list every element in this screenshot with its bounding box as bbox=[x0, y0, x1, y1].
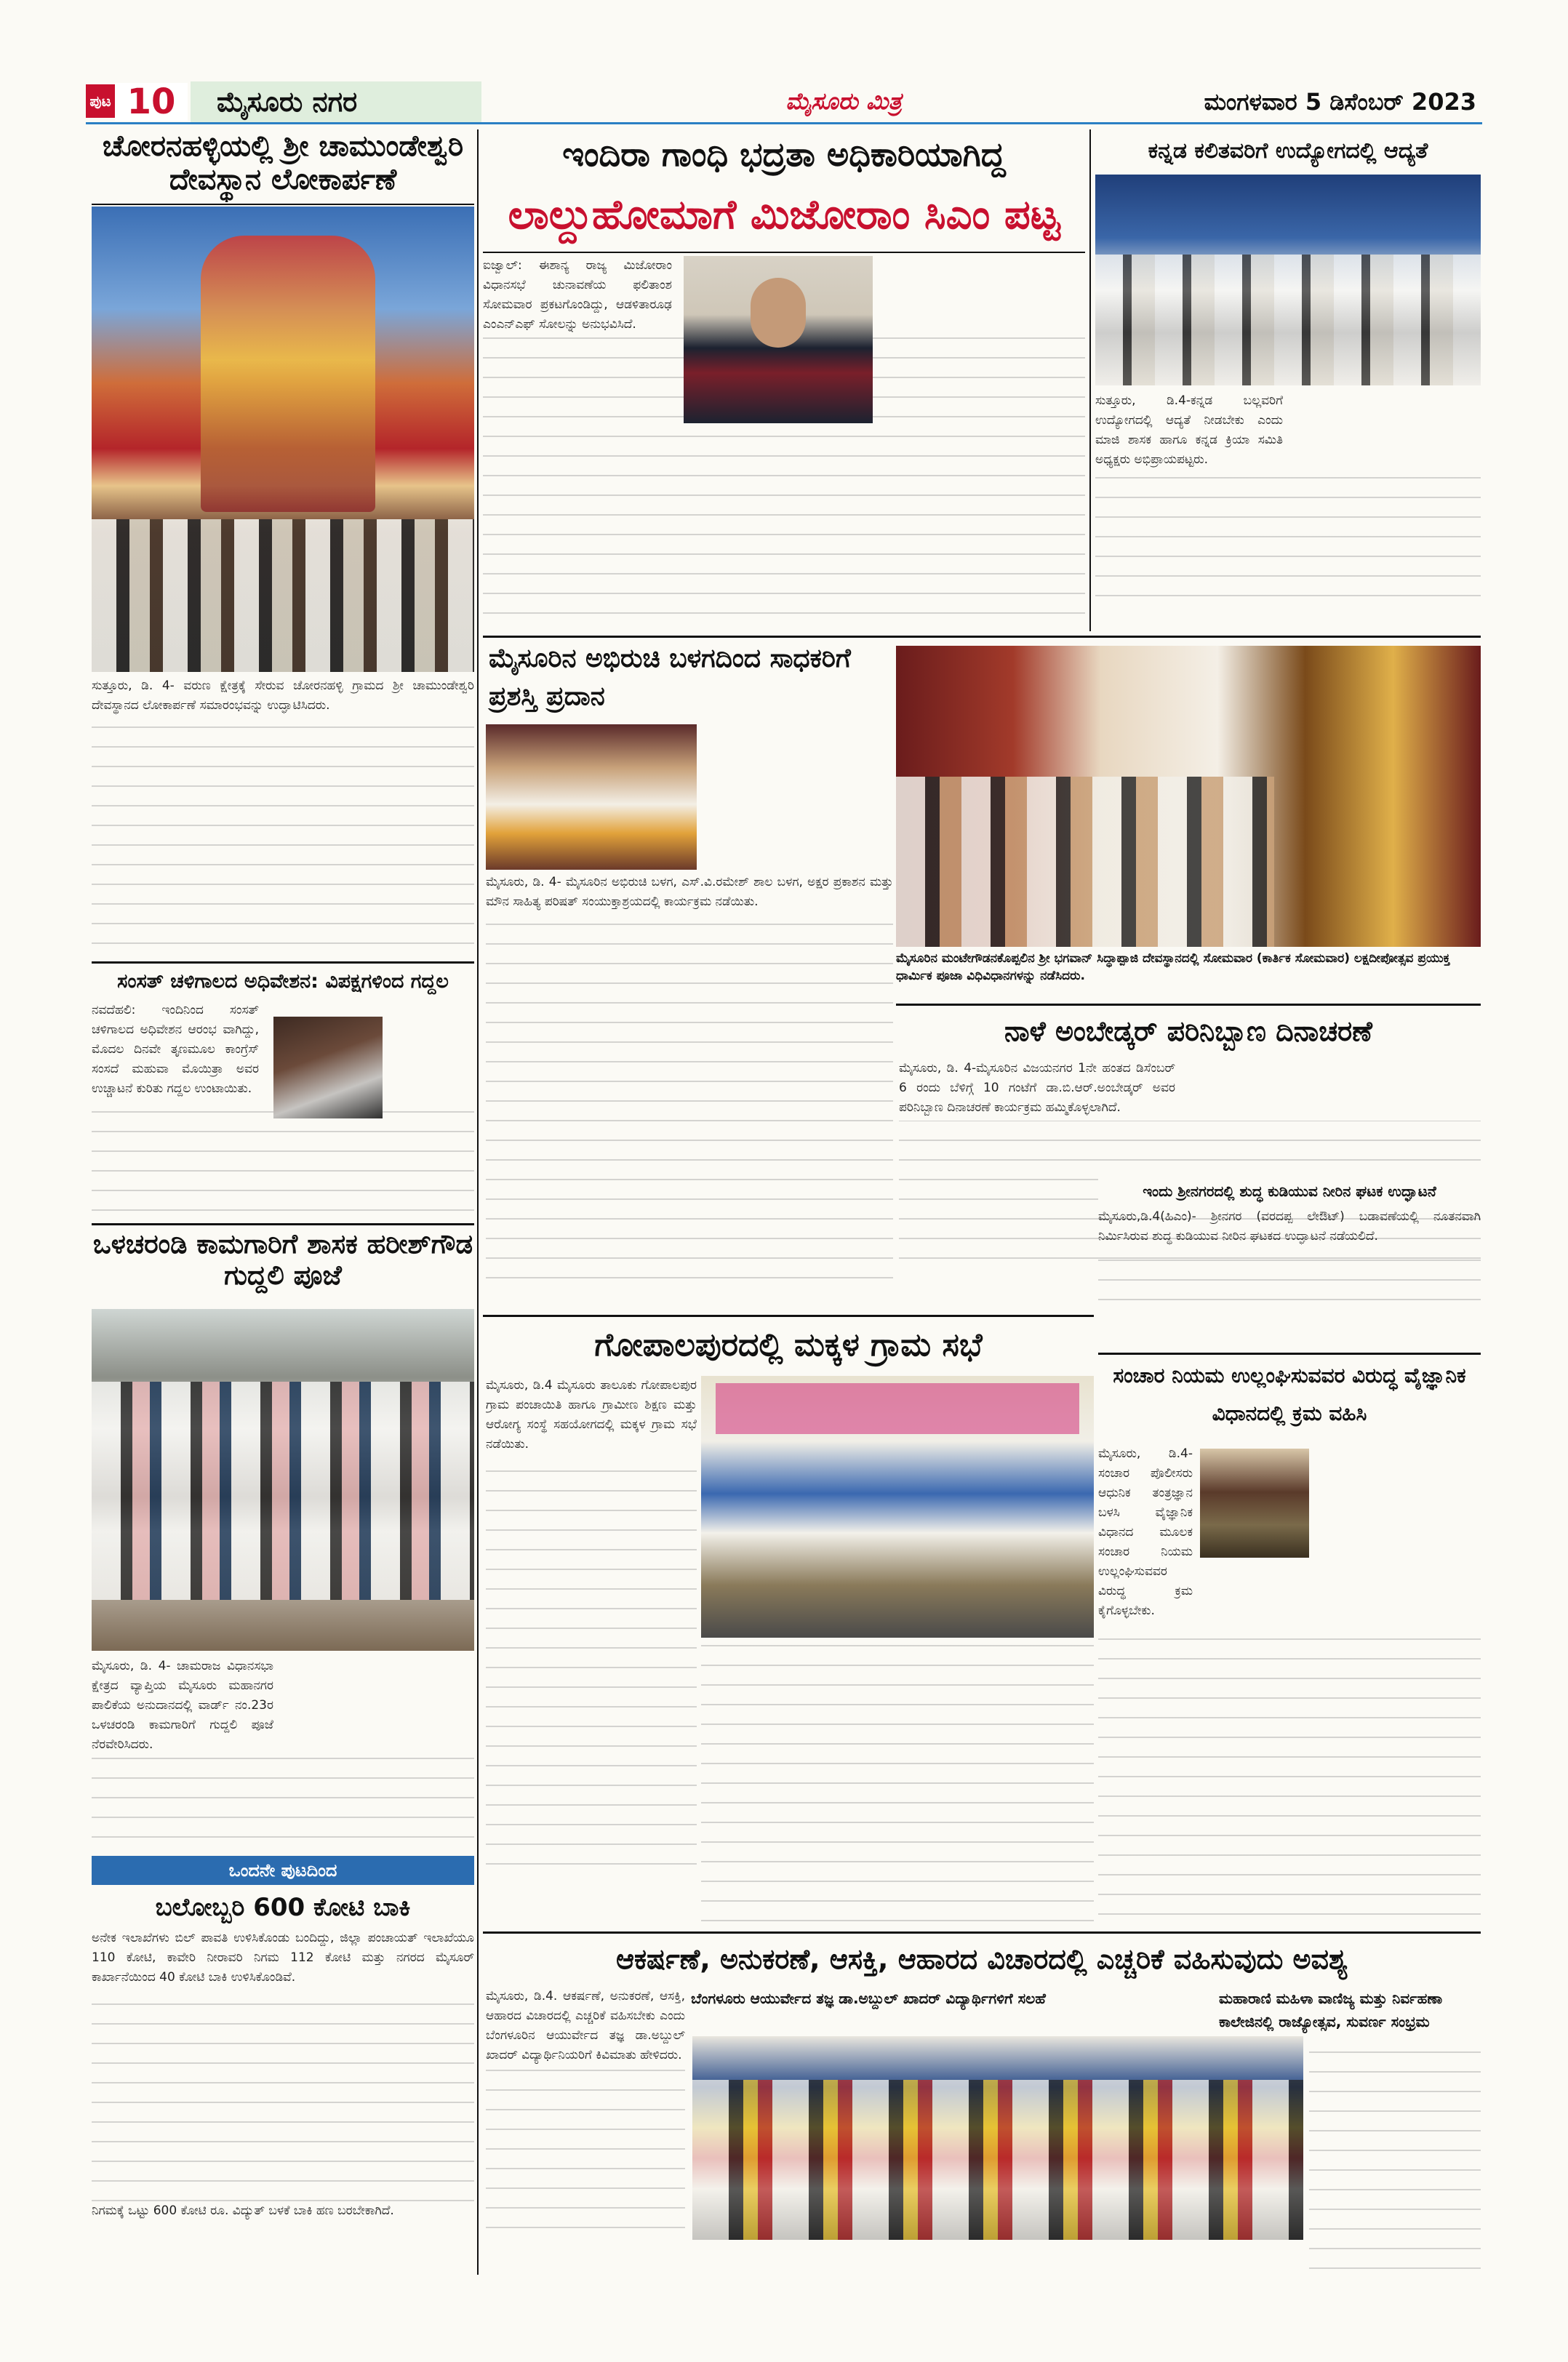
temple-body bbox=[92, 676, 474, 960]
award-headline: ಮೈಸೂರಿನ ಅಭಿರುಚಿ ಬಳಗದಿಂದ ಸಾಧಕರಿಗೆ ಪ್ರಶಸ್ತಿ ಪ್ರದಾನ bbox=[489, 644, 851, 711]
crowd bbox=[92, 519, 474, 672]
text-block bbox=[486, 915, 893, 1278]
column-rule bbox=[477, 129, 479, 2275]
underground-body bbox=[92, 1657, 474, 1853]
text-block bbox=[1309, 2036, 1481, 2269]
electricity-body-lead: ಅನೇಕ ಇಲಾಖೆಗಳು ಬಿಲ್ ಪಾವತಿ ಉಳಿಸಿಕೊಂಡು ಬಂದಿದ್ದು, ಜಿಲ್ಲಾ ಪಂಚಾಯತ್ ಇಲಾಖೆಯೂ 110 ಕೋಟಿ, ಕಾವೇರಿ ನೀರಾವರಿ ನಿಗಮ 112 ಕೋಟಿ ಮತ್ತು ನಗರದ ಮೈಸೂರ್ ಕಾರ್ಖಾನೆಯಿಂದ 40 ಕೋಟಿ ಬಾಕಿ ಉಳಿಸಿಕೊಂಡಿವೆ. bbox=[92, 1931, 474, 1985]
mizoram-body-lead: ಐಜ್ವಾಲ್: ಈಶಾನ್ಯ ರಾಜ್ಯ ಮಿಜೋರಾಂ ವಿಧಾನಸಭೆ ಚುನಾವಣೆಯ ಫಲಿತಾಂಶ ಸೋಮವಾರ ಪ್ರಕಟಗೊಂಡಿದ್ದು, ಆಡಳಿತಾರೂಢ ಎಂಎನ್‌ಎಫ್ ಸೋಲನ್ನು ಅನುಭವಿಸಿದೆ. bbox=[483, 258, 672, 332]
food-body-lead: ಮೈಸೂರು, ಡಿ.4. ಆಕರ್ಷಣೆ, ಅನುಕರಣೆ, ಆಸಕ್ತಿ, ಆಹಾರದ ವಿಚಾರದಲ್ಲಿ ಎಚ್ಚರಿಕೆ ವಹಿಸಬೇಕು ಎಂದು ಬೆಂಗಳೂರಿನ ಆಯುರ್ವೇದ ತಜ್ಞ ಡಾ.ಅಬ್ದುಲ್ ಖಾದರ್ ವಿದ್ಯಾರ್ಥಿನಿಯರಿಗೆ ಕಿವಿಮಾತು ಹೇಳಿದರು. bbox=[486, 1989, 685, 2062]
temple-body-lead: ಸುತ್ತೂರು, ಡಿ. 4- ವರುಣ ಕ್ಷೇತ್ರಕ್ಕೆ ಸೇರುವ ಚೋರನಹಳ್ಳಿ ಗ್ರಾಮದ ಶ್ರೀ ಚಾಮುಂಡೇಶ್ವರಿ ದೇವಸ್ಥಾನದ ಲೋಕಾರ್ಪಣೆ ಸಮಾರಂಭವನ್ನು ಉದ್ಘಾಟಿಸಿದರು. bbox=[92, 678, 474, 713]
section-rule bbox=[483, 1931, 1481, 1934]
food-subhead-2: ಮಹಾರಾಣಿ ಮಹಿಳಾ ವಾಣಿಜ್ಯ ಮತ್ತು ನಿರ್ವಹಣಾ ಕಾಲೇಜಿನಲ್ಲಿ ರಾಜ್ಯೋತ್ಸವ, ಸುವರ್ಣ ಸಂಭ್ರಮ bbox=[1219, 1990, 1443, 2030]
siddappaji-caption: ಮೈಸೂರಿನ ಮಂಟೇಗೌಡನಕೊಪ್ಪಲಿನ ಶ್ರೀ ಭಗವಾನ್ ಸಿದ್ಧಾಪ್ಪಾಜಿ ದೇವಸ್ಥಾನದಲ್ಲಿ ಸೋಮವಾರ (ಕಾರ್ತಿಕ ಸೋಮವಾರ) ಲಕ್ಷದೀಪೋತ್ಸವ ಪ್ರಯುಕ್ತ ಧಾರ್ಮಿಕ ಪೂಜಾ ವಿಧಿವಿಧಾನಗಳನ್ನು ನಡೆಸಿದರು. bbox=[896, 951, 1450, 983]
text-block bbox=[486, 1457, 697, 1865]
text-block bbox=[1098, 1249, 1481, 1300]
column-rule bbox=[1089, 129, 1091, 631]
gopalapura-body-lead: ಮೈಸೂರು, ಡಿ.4 ಮೈಸೂರು ತಾಲೂಕು ಗೋಪಾಲಪುರ ಗ್ರಾಮ ಪಂಚಾಯಿತಿ ಹಾಗೂ ಗ್ರಾಮೀಣ ಶಿಕ್ಷಣ ಮತ್ತು ಆರೋಗ್ಯ ಸಂಸ್ಥೆ ಸಹಯೋಗದಲ್ಲಿ ಮಕ್ಕಳ ಗ್ರಾಮ ಸಭೆ ನಡೆಯಿತು. bbox=[486, 1378, 697, 1452]
parliament-body-lead: ನವದೆಹಲಿ: ಇಂದಿನಿಂದ ಸಂಸತ್ ಚಳಿಗಾಲದ ಅಧಿವೇಶನ ಆರಂಭ ವಾಗಿದ್ದು, ಮೊದಲ ದಿನವೇ ತೃಣಮೂಲ ಕಾಂಗ್ರೆಸ್ ಸಂಸದೆ ಮಹುವಾ ಮೊಯಿತ್ರಾ ಅವರ ಉಚ್ಚಾಟನೆ ಕುರಿತು ಗದ್ದಲ ಉಂಟಾಯಿತು. bbox=[92, 1003, 259, 1096]
water-headline: ಇಂದು ಶ್ರೀನಗರದಲ್ಲಿ ಶುದ್ಧ ಕುಡಿಯುವ ನೀರಿನ ಘಟಕ ಉದ್ಘಾಟನೆ bbox=[1098, 1178, 1481, 1204]
issue-date: ಮಂಗಳವಾರ 5 ಡಿಸೆಂಬರ್ 2023 bbox=[1204, 88, 1476, 116]
traffic-headline: ಸಂಚಾರ ನಿಯಮ ಉಲ್ಲಂಘಿಸುವವರ ವಿರುದ್ಧ ವೈಜ್ಞಾನಿಕ ವಿಧಾನದಲ್ಲಿ ಕ್ರಮ ವಹಿಸಿ bbox=[1113, 1364, 1466, 1425]
traffic-body bbox=[1098, 1444, 1481, 1929]
ambedkar-body-lead: ಮೈಸೂರು, ಡಿ. 4-ಮೈಸೂರಿನ ವಿಜಯನಗರ 1ನೇ ಹಂತದ ಡಿಸೆಂಬರ್ 6 ರಂದು ಬೆಳಿಗ್ಗೆ 10 ಗಂಟೆಗೆ ಡಾ.ಬಿ.ಆರ್.ಅಂಬೇಡ್ಕರ್ ಅವರ ಪರಿನಿಬ್ಬಾಣ ದಿನಾಚರಣೆ ಕಾರ್ಯಕ್ರಮ ಹಮ್ಮಿಕೊಳ್ಳಲಾಗಿದೆ. bbox=[899, 1061, 1175, 1115]
employment-headline: ಕನ್ನಡ ಕಲಿತವರಿಗೆ ಉದ್ಯೋಗದಲ್ಲಿ ಆದ್ಯತೆ bbox=[1148, 138, 1428, 164]
employment-body bbox=[1095, 391, 1481, 631]
section-rule bbox=[92, 961, 474, 964]
continued-tag: ಒಂದನೇ ಪುಟದಿಂದ bbox=[92, 1856, 474, 1885]
masthead bbox=[0, 79, 1568, 124]
temple-gopura bbox=[201, 236, 375, 512]
face bbox=[751, 278, 806, 348]
mizoram-headline-2: ಲಾಲ್ದುಹೋಮಾಗೆ ಮಿಜೋರಾಂ ಸಿಎಂ ಪಟ್ಟ bbox=[508, 191, 1060, 239]
gopalapura-body-continued bbox=[701, 1645, 1094, 1929]
water-body-lead: ಮೈಸೂರು,ಡಿ.4(ಹಿಎಂ)- ಶ್ರೀನಗರ (ವರದಪ್ಪ ಲೇಔಟ್) ಬಡಾವಣೆಯಲ್ಲಿ ನೂತನವಾಗಿ ನಿರ್ಮಿಸಿರುವ ಶುದ್ಧ ಕುಡಿಯುವ ನೀರಿನ ಘಟಕದ ಉದ್ಘಾಟನೆ ನಡೆಯಲಿದೆ. bbox=[1098, 1209, 1481, 1244]
section-rule bbox=[483, 636, 1481, 638]
crowd bbox=[692, 2080, 1303, 2240]
ambedkar-headline: ನಾಳೆ ಅಂಬೇಡ್ಕರ್ ಪರಿನಿಬ್ಬಾಣ ದಿನಾಚರಣೆ bbox=[1004, 1015, 1372, 1047]
text-block bbox=[92, 1990, 474, 2201]
temple-headline: ಚೋರನಹಳ್ಳಿಯಲ್ಲಿ ಶ್ರೀ ಚಾಮುಂಡೇಶ್ವರಿ ದೇವಸ್ಥಾನ ಲೋಕಾರ್ಪಣೆ bbox=[102, 129, 464, 196]
text-block bbox=[1098, 1624, 1481, 1915]
food-body bbox=[486, 1987, 685, 2278]
parliament-headline: ಸಂಸತ್ ಚಳಿಗಾಲದ ಅಧಿವೇಶನ: ವಿಪಕ್ಷಗಳಿಂದ ಗದ್ದಲ bbox=[117, 970, 449, 993]
section-rule bbox=[483, 1315, 1094, 1317]
food-body-right bbox=[1309, 2036, 1481, 2276]
headline-rule bbox=[483, 252, 1085, 253]
text-block bbox=[701, 1645, 1094, 1921]
employment-photo bbox=[1095, 175, 1481, 385]
page-label-badge: ಪುಟ bbox=[86, 84, 115, 118]
gopalapura-photo bbox=[701, 1376, 1094, 1638]
text-block bbox=[486, 2068, 685, 2228]
text-block bbox=[92, 1758, 474, 1838]
award-body-lead: ಮೈಸೂರು, ಡಿ. 4- ಮೈಸೂರಿನ ಅಭಿರುಚಿ ಬಳಗ, ಎಸ್.ವಿ.ರಮೇಶ್ ಶಾಲ ಬಳಗ, ಅಕ್ಷರ ಪ್ರಕಾಶನ ಮತ್ತು ಮೌನ ಸಾಹಿತ್ಯ ಪರಿಷತ್ ಸಂಯುಕ್ತಾಶ್ರಯದಲ್ಲಿ ಕಾರ್ಯಕ್ರಮ ನಡೆಯಿತು. bbox=[486, 875, 893, 909]
section-rule bbox=[1098, 1353, 1481, 1355]
page-number: 10 bbox=[115, 83, 188, 121]
food-headline: ಆಕರ್ಷಣೆ, ಅನುಕರಣೆ, ಆಸಕ್ತಿ, ಆಹಾರದ ವಿಚಾರದಲ್ಲಿ ಎಚ್ಚರಿಕೆ ವಹಿಸುವುದು ಅವಶ್ಯ bbox=[615, 1943, 1348, 1975]
food-subhead-1: ಬೆಂಗಳೂರು ಆಯುರ್ವೇದ ತಜ್ಞ ಡಾ.ಅಬ್ದುಲ್ ಖಾದರ್ ವಿದ್ಯಾರ್ಥಿಗಳಿಗೆ ಸಲಹೆ bbox=[691, 1990, 1046, 2007]
masthead-rule bbox=[86, 122, 1482, 124]
section-title: ಮೈಸೂರು ನಗರ bbox=[191, 81, 481, 122]
traffic-body-lead: ಮೈಸೂರು, ಡಿ.4-ಸಂಚಾರ ಪೊಲೀಸರು ಆಧುನಿಕ ತಂತ್ರಜ್ಞಾನ ಬಳಸಿ ವೈಜ್ಞಾನಿಕ ವಿಧಾನದ ಮೂಲಕ ಸಂಚಾರ ನಿಯಮ ಉಲ್ಲಂಘಿಸುವವರ ವಿರುದ್ಧ ಕ್ರಮ ಕೈಗೊಳ್ಳಬೇಕು. bbox=[1098, 1446, 1193, 1618]
gopalapura-headline: ಗೋಪಾಲಪುರದಲ್ಲಿ ಮಕ್ಕಳ ಗ್ರಾಮ ಸಭೆ bbox=[594, 1326, 983, 1364]
underground-body-lead: ಮೈಸೂರು, ಡಿ. 4- ಚಾಮರಾಜ ವಿಧಾನಸಭಾ ಕ್ಷೇತ್ರದ ವ್ಯಾಪ್ತಿಯ ಮೈಸೂರು ಮಹಾನಗರ ಪಾಲಿಕೆಯ ಅನುದಾನದಲ್ಲಿ ವಾರ್ಡ್ ನಂ.23ರ ಒಳಚರಂಡಿ ಕಾಮಗಾರಿಗೆ ಗುದ್ದಲಿ ಪೂಜೆ ನೆರವೇರಿಸಿದರು. bbox=[92, 1659, 273, 1752]
crowd bbox=[896, 777, 1274, 947]
electricity-body-end: ನಿಗಮಕ್ಕೆ ಒಟ್ಟು 600 ಕೋಟಿ ರೂ. ವಿದ್ಯುತ್ ಬಳಕೆ ಬಾಕಿ ಹಣ ಬರಬೇಕಾಗಿದೆ. bbox=[92, 2203, 394, 2218]
text-block bbox=[92, 718, 474, 944]
underground-photo bbox=[92, 1309, 474, 1651]
temple-photo bbox=[92, 207, 474, 672]
crowd bbox=[92, 1382, 474, 1600]
electricity-body bbox=[92, 1929, 474, 2270]
mizoram-headline-1: ಇಂದಿರಾ ಗಾಂಧಿ ಭದ್ರತಾ ಅಧಿಕಾರಿಯಾಗಿದ್ದ bbox=[562, 135, 1006, 174]
electricity-headline: ಬಲೋಬ್ಬರಿ 600 ಕೋಟಿ ಬಾಕಿ bbox=[155, 1893, 411, 1922]
water-body bbox=[1098, 1207, 1481, 1345]
underground-headline: ಒಳಚರಂಡಿ ಕಾಮಗಾರಿಗೆ ಶಾಸಕ ಹರೀಶ್‌ಗೌಡ ಗುದ್ದಲಿ ಪೂಜೆ bbox=[92, 1229, 473, 1291]
paper-logo: ಮೈಸೂರು ಮಿತ್ರ bbox=[785, 87, 902, 115]
section-rule bbox=[92, 1223, 474, 1225]
banner bbox=[716, 1383, 1079, 1434]
section-rule bbox=[896, 1004, 1481, 1006]
headline-rule bbox=[92, 204, 474, 205]
crowd bbox=[1095, 255, 1481, 385]
parliament-photo bbox=[273, 1017, 383, 1118]
award-photo bbox=[486, 724, 697, 870]
award-body bbox=[486, 873, 893, 1309]
siddappaji-photo bbox=[896, 646, 1481, 947]
text-block bbox=[1095, 473, 1481, 596]
mizoram-cm-photo bbox=[684, 256, 873, 423]
food-photo bbox=[692, 2036, 1303, 2240]
gopalapura-body bbox=[486, 1376, 697, 1929]
employment-body-lead: ಸುತ್ತೂರು, ಡಿ.4-ಕನ್ನಡ ಬಲ್ಲವರಿಗೆ ಉದ್ಯೋಗದಲ್ಲಿ ಆದ್ಯತೆ ನೀಡಬೇಕು ಎಂದು ಮಾಜಿ ಶಾಸಕ ಹಾಗೂ ಕನ್ನಡ ಕ್ರಿಯಾ ಸಮಿತಿ ಅಧ್ಯಕ್ಷರು ಅಭಿಪ್ರಾಯಪಟ್ಟರು. bbox=[1095, 393, 1283, 467]
